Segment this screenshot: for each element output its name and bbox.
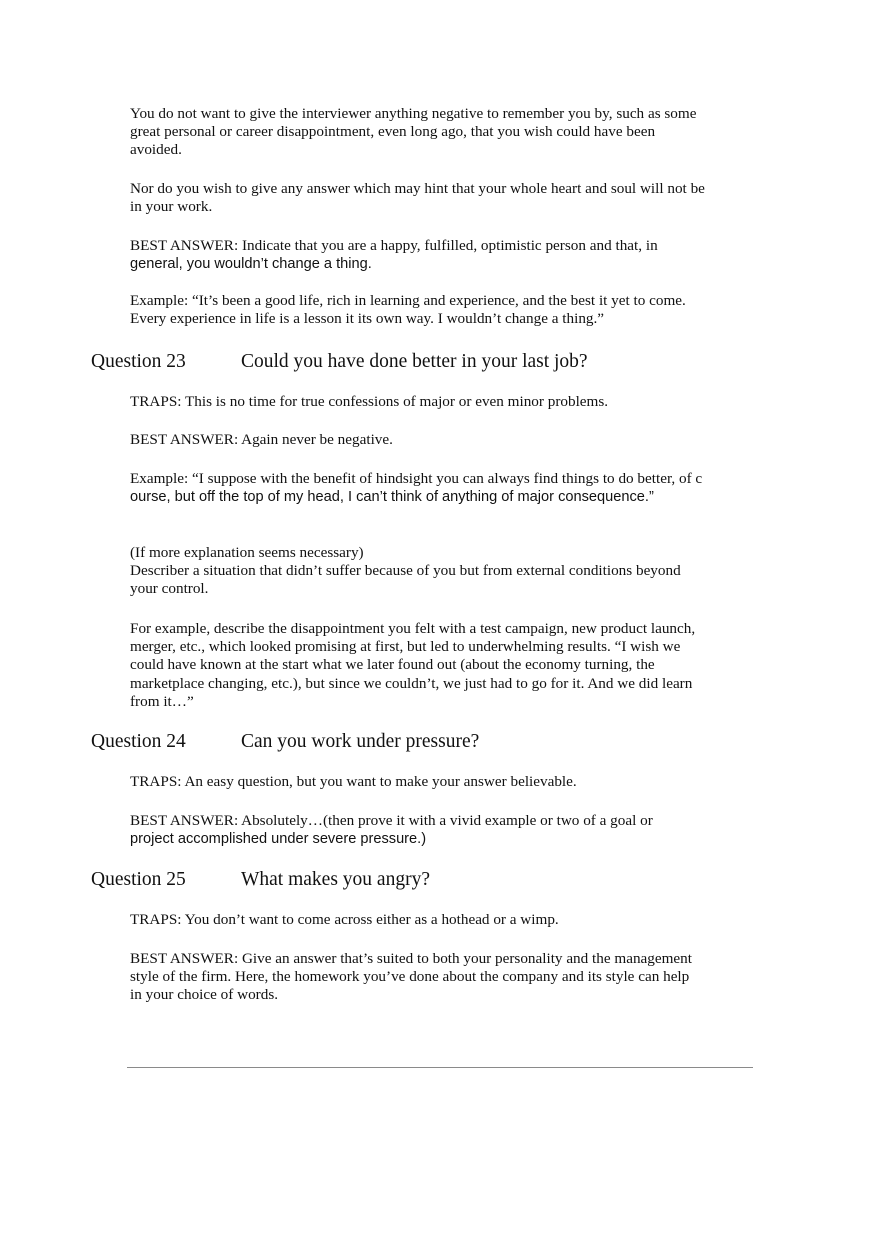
question-25-traps: TRAPS: You don’t want to come across either as a hothead or a wimp.: [130, 911, 559, 928]
question-23-number: Question 23: [91, 351, 186, 372]
question-24-title: Can you work under pressure?: [241, 731, 480, 752]
intro-best-answer-sans: general, you wouldn’t change a thing.: [130, 256, 372, 273]
intro-paragraph-2: Nor do you wish to give any answer which may hint that your whole heart and soul will not be in your work.: [130, 180, 705, 216]
question-25-number: Question 25: [91, 869, 186, 890]
question-23-heading: [91, 350, 588, 374]
question-23-best-answer: BEST ANSWER: Again never be negative.: [130, 431, 393, 448]
question-23-title: Could you have done better in your last job?: [241, 351, 588, 372]
question-23-traps: TRAPS: This is no time for true confessions of major or even minor problems.: [130, 393, 609, 410]
footer-divider: [127, 1067, 753, 1068]
question-24-heading: [91, 730, 479, 754]
question-24-number: Question 24: [91, 731, 186, 752]
question-23-more-line-1: (If more explanation seems necessary): [130, 544, 364, 561]
question-23-example: [130, 470, 710, 506]
question-23-example-serif: Example: “I suppose with the benefit of hindsight you can always find things to do better, of c: [130, 470, 703, 487]
intro-best-answer: [130, 237, 710, 273]
intro-paragraph-1: You do not want to give the interviewer anything negative to remember you by, such as some great personal or career disappointment, even long ago, that you wish could have been avoided.: [130, 105, 697, 159]
question-25-title: What makes you angry?: [241, 869, 430, 890]
question-24-best-answer: [130, 812, 710, 848]
question-25-best-answer: BEST ANSWER: Give an answer that’s suited to both your personality and the management style of the firm. Here, the homework you’ve done about the company and its style can help in your choice of words.: [130, 950, 692, 1004]
question-23-more-line-2: Describer a situation that didn’t suffer because of you but from external conditions beyond your control.: [130, 562, 681, 598]
intro-best-answer-serif: BEST ANSWER: Indicate that you are a happy, fulfilled, optimistic person and that, in: [130, 237, 658, 254]
question-23-more-explanation: [130, 544, 710, 599]
question-24-best-answer-serif: BEST ANSWER: Absolutely…(then prove it with a vivid example or two of a goal or: [130, 812, 653, 829]
question-23-example-sans: ourse, but off the top of my head, I can’t think of anything of major consequence.”: [130, 489, 654, 506]
question-25-heading: [91, 868, 430, 892]
question-24-best-answer-sans: project accomplished under severe pressure.): [130, 831, 427, 848]
question-24-traps: TRAPS: An easy question, but you want to make your answer believable.: [130, 773, 577, 790]
question-23-for-example: For example, describe the disappointment you felt with a test campaign, new product launch, merger, etc., which looked promising at first, but led to underwhelming results. “I wish we could have known at the start what we later found out (about the economy turning, the marketplace changing, etc.), but since we couldn’t, we just had to go for it. And we did learn from it…”: [130, 620, 696, 710]
intro-example: Example: “It’s been a good life, rich in learning and experience, and the best it yet to come. Every experience in life is a lesson it its own way. I wouldn’t change a thing.”: [130, 292, 686, 328]
